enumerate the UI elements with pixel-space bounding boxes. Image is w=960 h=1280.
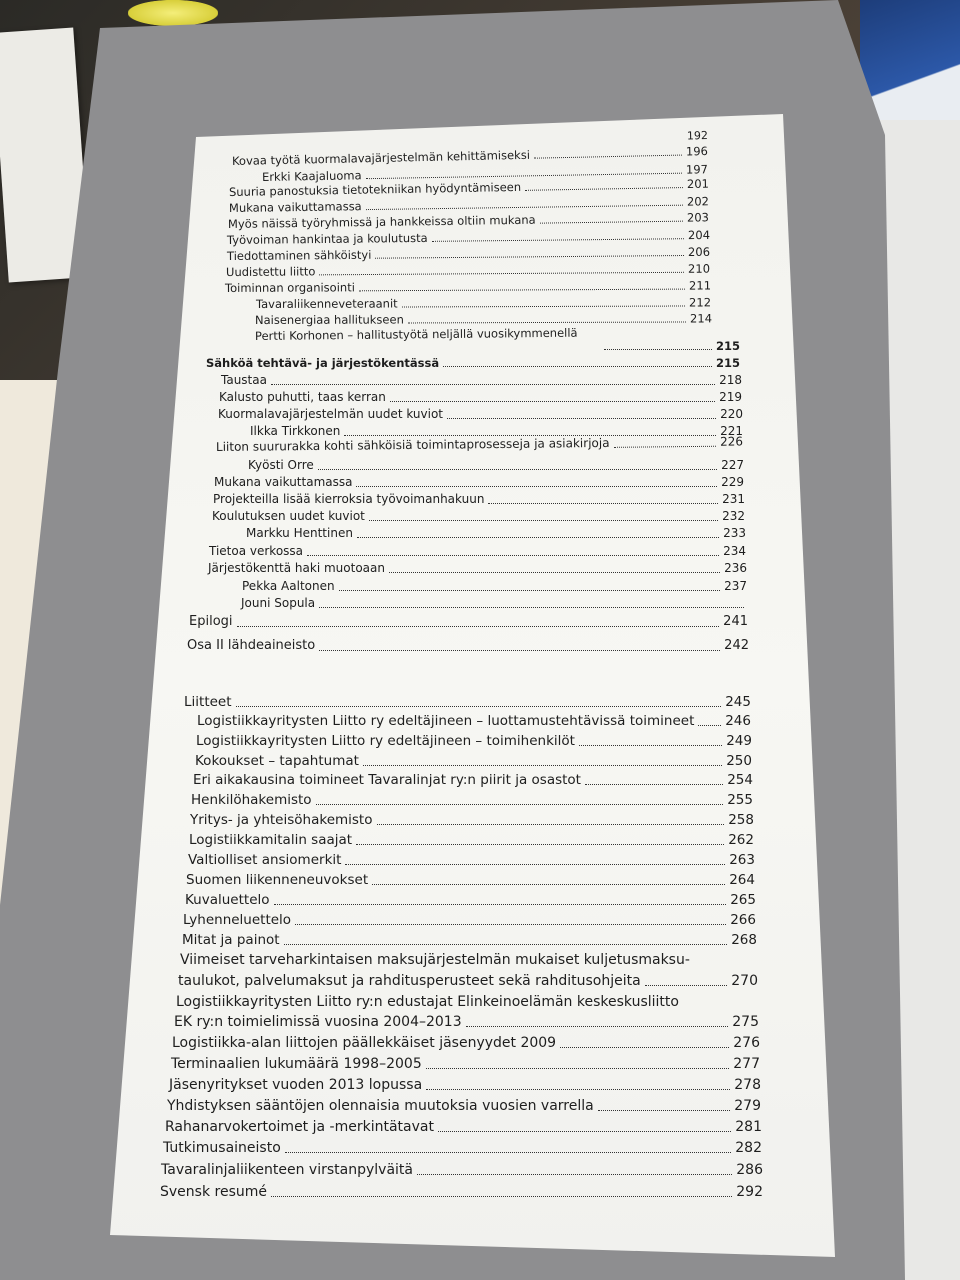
toc-entry (190, 813, 754, 828)
toc-entry-title: Logistiikkayritysten Liitto ry edeltäjineen – luottamustehtävissä toimineet (197, 713, 695, 729)
toc-entry-page: 204 (687, 227, 711, 243)
toc-entry-page: 242 (724, 638, 749, 653)
toc-leader-dots (339, 583, 721, 591)
toc-entry-page: 197 (685, 162, 709, 177)
toc-entry-page: 282 (735, 1140, 762, 1156)
toc-entry-title: Epilogi (189, 614, 233, 629)
toc-entry-title: Tavaralinjaliikenteen virstanpylväitä (161, 1162, 413, 1178)
toc-entry (176, 995, 758, 1010)
toc-entry-page: 221 (720, 424, 743, 438)
toc-entry-title: Eri aikakausina toimineet Tavaralinjat ry:n piirit ja osastot (193, 772, 581, 788)
toc-leader-dots (274, 896, 727, 905)
toc-entry-page: 268 (731, 932, 757, 948)
toc-leader-dots (604, 342, 712, 350)
toc-leader-dots (284, 936, 728, 945)
toc-entry-title: Kyösti Orre (248, 458, 314, 472)
toc-entry-page: 276 (733, 1035, 760, 1051)
toc-entry-title: Suuria panostuksia tietotekniikan hyödyntämiseen (228, 179, 522, 199)
toc-entry (191, 793, 753, 808)
toc-entry-title: Erkki Kaajaluoma (261, 168, 362, 184)
toc-entry-page: 215 (715, 339, 740, 353)
toc-entry-page: 202 (686, 194, 710, 209)
toc-leader-dots (369, 513, 718, 521)
toc-leader-dots (466, 1018, 729, 1027)
toc-leader-dots (363, 757, 722, 766)
toc-entry (219, 391, 742, 404)
toc-entry-title: Tiedottaminen sähköistyi (226, 247, 372, 263)
toc-entry-page: 218 (719, 373, 742, 387)
toc-entry (248, 459, 744, 472)
toc-entry-page: 249 (726, 733, 752, 749)
toc-entry-title: Lyhenneluettelo (183, 912, 292, 928)
toc-entry (171, 1057, 760, 1072)
toc-entry-page: 212 (689, 295, 712, 310)
toc-leader-dots (356, 836, 724, 845)
toc-entry (213, 493, 745, 506)
toc-leader-dots (426, 1060, 730, 1069)
toc-entry (185, 893, 756, 908)
toc-entry-title: Logistiikka-alan liittojen päällekkäiset jäsenyydet 2009 (172, 1035, 557, 1051)
toc-entry-page: 215 (715, 356, 740, 370)
toc-entry-title: Mukana vaikuttamassa (214, 475, 353, 489)
toc-entry-title: Mukana vaikuttamassa (228, 199, 362, 215)
toc-entry-title: Naisenergiaa hallitukseen (254, 312, 404, 327)
toc-leader-dots (579, 737, 722, 746)
toc-entry-title: Uudistettu liitto (225, 264, 316, 279)
toc-entry-title: Sähköä tehtävä- ja järjestökentässä (206, 356, 440, 370)
toc-entry-title: Markku Henttinen (246, 526, 353, 540)
toc-entry-page: 264 (729, 872, 755, 888)
toc-entry-page: 241 (723, 614, 748, 629)
toc-entry-title: Tutkimusaineisto (163, 1140, 281, 1156)
toc-leader-dots (375, 248, 684, 259)
toc-entry-title: Kokoukset – tapahtumat (195, 753, 359, 769)
toc-entry-title: Svensk resumé (160, 1184, 267, 1200)
toc-entry (180, 953, 757, 968)
toc-entry (184, 695, 751, 710)
toc-leader-dots (389, 565, 720, 573)
toc-entry-page: 219 (719, 390, 742, 404)
toc-leader-dots (540, 214, 683, 224)
toc-entry-title: Logistiikkayritysten Liitto ry edeltäjineen – toimihenkilöt (196, 733, 575, 749)
toc-entry (189, 615, 748, 629)
toc-leader-dots (417, 1166, 732, 1175)
toc-leader-dots (432, 232, 684, 243)
toc-entry-title: Mitat ja painot (182, 932, 280, 948)
toc-entry (187, 639, 749, 653)
toc-entry-page: 266 (730, 912, 756, 928)
toc-leader-dots (525, 180, 683, 191)
toc-leader-dots (295, 916, 726, 925)
toc-leader-dots (377, 816, 725, 825)
toc-entry-page: 262 (728, 832, 754, 848)
toc-entry-title: Tavaraliikenneveteraanit (255, 296, 398, 311)
toc-entry-title: Järjestökenttä haki muotoaan (208, 561, 385, 575)
toc-entry (241, 597, 748, 610)
toc-entry-page: 277 (733, 1056, 760, 1072)
toc-entry-page: 245 (725, 694, 751, 710)
toc-entry (218, 408, 743, 421)
toc-entry (226, 263, 710, 279)
toc-leader-dots (359, 282, 685, 292)
toc-entry-page: 226 (719, 434, 744, 449)
toc-leader-dots (318, 462, 717, 470)
toc-entry-title: Logistiikkamitalin saajat (189, 832, 353, 848)
toc-entry (246, 527, 746, 540)
toc-leader-dots (408, 315, 686, 324)
toc-leader-dots (344, 428, 716, 436)
toc-leader-dots (585, 776, 723, 785)
toc-leader-dots (598, 1102, 731, 1111)
toc-entry-page: 192 (686, 129, 709, 143)
toc-leader-dots (285, 1144, 731, 1153)
toc-leader-dots (356, 479, 717, 487)
toc-entry-title: Jäsenyritykset vuoden 2013 lopussa (169, 1077, 423, 1093)
toc-leader-dots (319, 642, 720, 651)
toc-entry-title: Tietoa verkossa (209, 544, 304, 558)
toc-entry-title: Henkilöhakemisto (191, 792, 312, 808)
toc-entry-title: Suomen liikenneneuvokset (186, 872, 369, 888)
toc-entry-title: Viimeiset tarveharkintaisen maksujärjestelmän mukaiset kuljetusmaksu- (180, 952, 690, 968)
toc-entry (196, 734, 752, 749)
toc-entry-title: Työvoiman hankintaa ja koulutusta (226, 230, 428, 247)
toc-entry-page: 234 (723, 544, 746, 558)
toc-entry (208, 562, 747, 575)
toc-entry-page: 233 (723, 526, 746, 540)
toc-entry (160, 1185, 763, 1200)
toc-entry-page: 196 (685, 144, 709, 159)
toc-entry-page: 232 (722, 509, 745, 523)
toc-entry-page: 237 (724, 579, 747, 593)
toc-entry-title: Koulutuksen uudet kuviot (212, 509, 365, 523)
toc-entry-page: 286 (736, 1162, 763, 1178)
toc-entry (216, 435, 743, 454)
toc-leader-dots (402, 299, 685, 308)
toc-entry-title: Logistiikkayritysten Liitto ry:n edustajat Elinkeinoelämän keskeskusliitto (176, 994, 679, 1010)
toc-entry-page: 206 (687, 244, 711, 259)
toc-entry-title: Yritys- ja yhteisöhakemisto (190, 812, 373, 828)
toc-entry (206, 357, 740, 370)
toc-entry-page: 210 (687, 261, 711, 276)
toc-leader-dots (345, 856, 725, 865)
toc-entry (172, 1036, 760, 1051)
toc-entry (163, 1141, 762, 1156)
toc-entry-title: Taustaa (221, 373, 267, 387)
toc-entry (214, 476, 744, 489)
toc-entry-page: 292 (736, 1184, 763, 1200)
toc-entry-page: 281 (735, 1119, 762, 1135)
toc-entry-title: taulukot, palvelumaksut ja rahditusperusteet sekä rahditusohjeita (178, 973, 641, 989)
toc-entry (227, 229, 710, 247)
toc-entry (186, 873, 755, 888)
toc-entry-title: EK ry:n toimielimissä vuosina 2004–2013 (174, 1014, 462, 1030)
toc-entry-page: 265 (730, 892, 756, 908)
toc-entry-page: 229 (721, 475, 744, 489)
toc-entry (174, 1015, 759, 1030)
toc-entry-page: 254 (727, 772, 753, 788)
toc-leader-dots (613, 438, 716, 447)
toc-entry-title: Yhdistyksen sääntöjen olennaisia muutoksia vuosien varrella (167, 1098, 594, 1114)
toc-entry (169, 1078, 761, 1093)
toc-entry (161, 1163, 763, 1178)
toc-leader-dots (357, 530, 719, 538)
toc-entry-title: Valtiolliset ansiomerkit (188, 852, 342, 868)
toc-entry (182, 933, 757, 948)
toc-entry-page: 220 (720, 407, 743, 421)
toc-entry (221, 374, 742, 387)
toc-entry-page: 255 (727, 792, 753, 808)
toc-entry (227, 246, 710, 263)
toc-leader-dots (271, 1188, 732, 1197)
toc-entry (256, 296, 711, 310)
toc-entry-page: 279 (734, 1098, 761, 1114)
toc-leader-dots (319, 600, 744, 608)
toc-entry (212, 510, 745, 523)
toc-entry-title: Ilkka Tirkkonen (250, 424, 341, 438)
toc-entry (165, 1120, 762, 1135)
toc-entry-title: Pekka Aaltonen (242, 579, 335, 593)
toc-entry-page: 270 (731, 973, 758, 989)
toc-entry-page: 214 (690, 311, 713, 326)
toc-entry (183, 913, 756, 928)
toc-entry-page: 201 (686, 176, 710, 192)
toc-entry-title: Terminaalien lukumäärä 1998–2005 (171, 1056, 422, 1072)
toc-entry (193, 773, 753, 788)
toc-entry-title: Kuormalavajärjestelmän uudet kuviot (218, 407, 443, 421)
toc-entry-title: Kalusto puhutti, taas kerran (219, 390, 386, 404)
toc-entry-title: Projekteilla lisää kierroksia työvoimanhakuun (213, 492, 485, 506)
toc-entry-page: 203 (686, 210, 710, 225)
toc-entry-page: 258 (728, 812, 754, 828)
toc-entry (167, 1099, 761, 1114)
toc-entry (228, 211, 709, 230)
toc-entry-title: Myös näissä työryhmissä ja hankkeissa oltiin mukana (227, 212, 536, 231)
toc-entry-page: 231 (722, 492, 745, 506)
toc-entry-title: Rahanarvokertoimet ja -merkintätavat (165, 1119, 434, 1135)
toc-leader-dots (237, 618, 720, 627)
toc-leader-dots (534, 148, 682, 159)
toc-entry-page: 246 (725, 713, 751, 729)
toc-leader-dots (443, 359, 712, 367)
toc-entry (188, 853, 755, 868)
toc-entry (178, 974, 758, 989)
toc-entry-page: 250 (726, 753, 752, 769)
toc-leader-dots (447, 411, 716, 419)
toc-leader-dots (366, 166, 683, 179)
toc-entry (242, 580, 747, 593)
toc-leader-dots (390, 394, 715, 402)
toc-entry-page: 278 (734, 1077, 761, 1093)
toc-entry-title: Osa II lähdeaineisto (187, 638, 316, 653)
toc-entry-page: 263 (729, 852, 755, 868)
toc-leader-dots (316, 796, 724, 805)
toc-entry-title: Kuvaluettelo (185, 892, 270, 908)
toc-entry-title: Toiminnan organisointi (224, 280, 355, 295)
toc-entry-title: Kovaa työtä kuormalavajärjestelmän kehittämiseksi (231, 147, 531, 168)
toc-entry-page: 227 (721, 458, 744, 472)
toc-leader-dots (426, 1081, 730, 1090)
toc-leader-dots (319, 265, 684, 275)
toc-leader-dots (366, 198, 683, 210)
toc-entry-title: Pertti Korhonen – hallitustyötä neljällä vuosikymmenellä (254, 325, 578, 343)
toc-entry-page: 275 (732, 1014, 759, 1030)
toc-entry (255, 312, 712, 326)
toc-entry-title: Jouni Sopula (241, 596, 316, 610)
toc-entry (209, 545, 746, 558)
toc-entry-page: 236 (724, 561, 747, 575)
toc-entry-title: Liiton suururakka kohti sähköisiä toimintaprosesseja ja asiakirjoja (215, 435, 610, 454)
toc-entry (600, 340, 740, 353)
toc-leader-dots (271, 377, 715, 385)
toc-leader-dots (488, 496, 718, 504)
toc-entry (197, 714, 751, 729)
toc-leader-dots (236, 698, 722, 707)
toc-entry (195, 754, 752, 769)
toc-leader-dots (698, 717, 721, 726)
toc-entry-title: Liitteet (184, 694, 232, 710)
toc-entry-page: 211 (689, 278, 712, 293)
toc-leader-dots (307, 548, 719, 556)
toc-leader-dots (645, 977, 728, 986)
toc-entry (189, 833, 754, 848)
toc-entry (225, 279, 711, 294)
toc-leader-dots (372, 876, 725, 885)
toc-leader-dots (438, 1123, 731, 1132)
toc-leader-dots (560, 1039, 729, 1048)
